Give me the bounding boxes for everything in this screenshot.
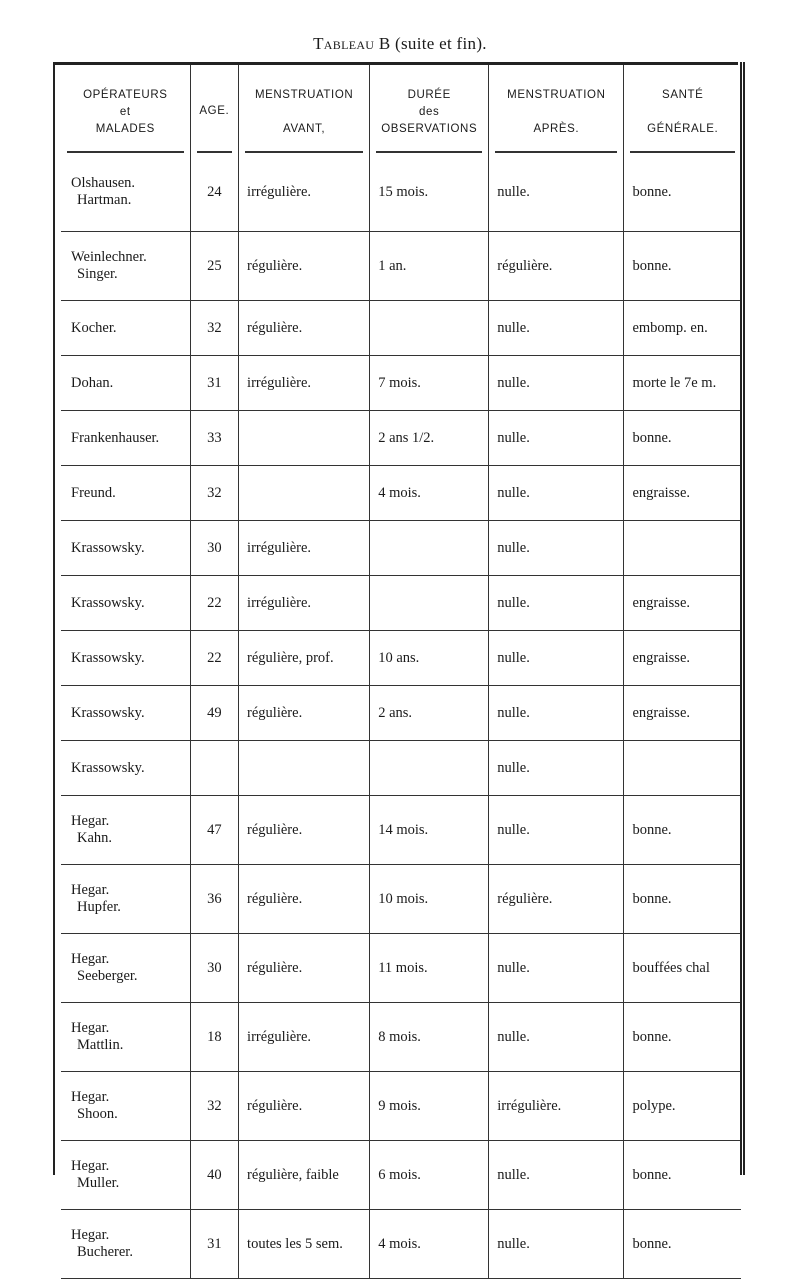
- cell-duree: [370, 521, 489, 576]
- table-row: [61, 741, 741, 796]
- table-row: [61, 576, 741, 631]
- operator-name: Hegar.: [71, 813, 110, 829]
- operator-name: Freund.: [71, 484, 116, 501]
- cell-duree: 2 ans.: [370, 686, 489, 741]
- table-row: [61, 1210, 741, 1279]
- patient-name: Shoon.: [77, 1106, 118, 1122]
- data-table: [61, 65, 741, 1279]
- operator-name: Hegar.: [71, 951, 110, 967]
- cell-age: 33: [190, 411, 238, 466]
- header-age: [190, 65, 238, 153]
- table-row: [61, 796, 741, 865]
- cell-operateur: [61, 934, 190, 1003]
- cell-menstruation-avant: [239, 466, 370, 521]
- cell-operateur: [61, 796, 190, 865]
- cell-menstruation-avant: régulière.: [239, 1072, 370, 1141]
- cell-sante: engraisse.: [624, 631, 741, 686]
- header-line: MALADES: [95, 123, 155, 135]
- cell-sante: bonne.: [624, 411, 741, 466]
- cell-sante: bonne.: [624, 232, 741, 301]
- patient-name: Seeberger.: [77, 968, 138, 984]
- cell-duree: 2 ans 1/2.: [370, 411, 489, 466]
- cell-menstruation-avant: régulière, prof.: [239, 631, 370, 686]
- header-line: AGE.: [199, 105, 230, 117]
- table-row: [61, 521, 741, 576]
- cell-sante: bonne.: [624, 796, 741, 865]
- cell-menstruation-avant: régulière.: [239, 865, 370, 934]
- header-line: DURÉE: [407, 89, 451, 101]
- header-line: SANTÉ: [662, 89, 704, 101]
- table-row: [61, 411, 741, 466]
- cell-duree: 9 mois.: [370, 1072, 489, 1141]
- header-sante: [624, 65, 741, 153]
- header-rule: [495, 151, 617, 153]
- cell-operateur: [61, 301, 190, 356]
- patient-name: Muller.: [77, 1175, 120, 1191]
- table-row: [61, 301, 741, 356]
- cell-operateur: [61, 232, 190, 301]
- cell-menstruation-avant: irrégulière.: [239, 521, 370, 576]
- cell-menstruation-avant: [239, 741, 370, 796]
- table-frame: [53, 62, 738, 1260]
- operator-name: Olshausen.: [71, 175, 136, 191]
- cell-operateur: [61, 1141, 190, 1210]
- cell-menstruation-avant: régulière.: [239, 686, 370, 741]
- header-menstruation-avant: [239, 65, 370, 153]
- operator-name: Hegar.: [71, 882, 110, 898]
- cell-menstruation-apres: nulle.: [489, 934, 624, 1003]
- table-row: [61, 1003, 741, 1072]
- header-rule: [197, 151, 232, 153]
- operator-name: Hegar.: [71, 1089, 110, 1105]
- cell-menstruation-apres: régulière.: [489, 232, 624, 301]
- cell-menstruation-apres: nulle.: [489, 1141, 624, 1210]
- cell-operateur: [61, 1072, 190, 1141]
- header-line: des: [419, 106, 440, 118]
- table-row: [61, 356, 741, 411]
- table-row: [61, 686, 741, 741]
- cell-menstruation-apres: nulle.: [489, 411, 624, 466]
- cell-sante: bonne.: [624, 1141, 741, 1210]
- table-row: [61, 934, 741, 1003]
- cell-menstruation-avant: irrégulière.: [239, 576, 370, 631]
- page-title: [0, 34, 800, 54]
- cell-duree: 10 ans.: [370, 631, 489, 686]
- cell-duree: 1 an.: [370, 232, 489, 301]
- cell-age: 18: [190, 1003, 238, 1072]
- cell-duree: 11 mois.: [370, 934, 489, 1003]
- cell-operateur: [61, 865, 190, 934]
- cell-sante: bonne.: [624, 153, 741, 232]
- operator-name: Frankenhauser.: [71, 429, 160, 446]
- cell-menstruation-apres: nulle.: [489, 796, 624, 865]
- patient-name: Singer.: [77, 266, 118, 282]
- cell-operateur: [61, 686, 190, 741]
- cell-age: 36: [190, 865, 238, 934]
- table-row: [61, 1141, 741, 1210]
- patient-name: Hupfer.: [77, 899, 121, 915]
- operator-name: Weinlechner.: [71, 249, 147, 265]
- cell-menstruation-avant: régulière.: [239, 301, 370, 356]
- header-operateurs: [61, 65, 190, 153]
- cell-duree: 15 mois.: [370, 153, 489, 232]
- cell-operateur: [61, 466, 190, 521]
- header-rule: [245, 151, 363, 153]
- table-row: [61, 153, 741, 232]
- cell-sante: embomp. en.: [624, 301, 741, 356]
- cell-sante: bonne.: [624, 865, 741, 934]
- cell-age: 31: [190, 356, 238, 411]
- header-row: [61, 65, 741, 153]
- header-line: et: [119, 106, 131, 118]
- cell-sante: morte le 7e m.: [624, 356, 741, 411]
- table-row: [61, 466, 741, 521]
- page-title-rest: B (suite et fin).: [374, 34, 487, 53]
- cell-sante: bonne.: [624, 1003, 741, 1072]
- header-line: MENSTRUATION: [254, 89, 354, 101]
- patient-name: Kahn.: [77, 830, 113, 846]
- cell-menstruation-apres: nulle.: [489, 576, 624, 631]
- table-row: [61, 1072, 741, 1141]
- cell-sante: engraisse.: [624, 466, 741, 521]
- cell-age: 22: [190, 631, 238, 686]
- cell-menstruation-avant: irrégulière.: [239, 356, 370, 411]
- cell-duree: [370, 576, 489, 631]
- cell-operateur: [61, 153, 190, 232]
- cell-menstruation-avant: régulière.: [239, 232, 370, 301]
- header-line: OBSERVATIONS: [381, 123, 478, 135]
- operator-name: Hegar.: [71, 1227, 110, 1243]
- header-rule: [376, 151, 482, 153]
- header-line: [239, 104, 369, 121]
- cell-age: 49: [190, 686, 238, 741]
- cell-menstruation-apres: nulle.: [489, 153, 624, 232]
- cell-menstruation-avant: irrégulière.: [239, 1003, 370, 1072]
- cell-menstruation-avant: régulière.: [239, 934, 370, 1003]
- cell-sante: [624, 741, 741, 796]
- cell-operateur: [61, 521, 190, 576]
- cell-age: [190, 741, 238, 796]
- operator-name: Krassowsky.: [71, 759, 145, 776]
- operator-name: Krassowsky.: [71, 704, 145, 721]
- cell-sante: bouffées chal: [624, 934, 741, 1003]
- cell-menstruation-apres: nulle.: [489, 521, 624, 576]
- cell-menstruation-avant: régulière, faible: [239, 1141, 370, 1210]
- cell-sante: [624, 521, 741, 576]
- patient-name: Bucherer.: [77, 1244, 133, 1260]
- header-line: MENSTRUATION: [507, 89, 606, 101]
- patient-name: Mattlin.: [77, 1037, 124, 1053]
- cell-age: 30: [190, 934, 238, 1003]
- operator-name: Krassowsky.: [71, 539, 145, 556]
- cell-operateur: [61, 741, 190, 796]
- cell-menstruation-apres: nulle.: [489, 356, 624, 411]
- cell-operateur: [61, 631, 190, 686]
- cell-age: 40: [190, 1141, 238, 1210]
- cell-operateur: [61, 1210, 190, 1279]
- page-title-smallcaps: Tableau: [313, 34, 375, 53]
- cell-age: 22: [190, 576, 238, 631]
- cell-menstruation-apres: nulle.: [489, 466, 624, 521]
- cell-sante: engraisse.: [624, 686, 741, 741]
- operator-name: Hegar.: [71, 1158, 110, 1174]
- cell-menstruation-apres: régulière.: [489, 865, 624, 934]
- cell-operateur: [61, 411, 190, 466]
- cell-age: 32: [190, 466, 238, 521]
- cell-operateur: [61, 576, 190, 631]
- header-line: APRÈS.: [533, 123, 580, 135]
- cell-age: 30: [190, 521, 238, 576]
- cell-menstruation-apres: nulle.: [489, 1210, 624, 1279]
- cell-duree: 14 mois.: [370, 796, 489, 865]
- cell-age: 31: [190, 1210, 238, 1279]
- operator-name: Hegar.: [71, 1020, 110, 1036]
- header-line: [489, 104, 623, 121]
- table-row: [61, 232, 741, 301]
- cell-sante: engraisse.: [624, 576, 741, 631]
- cell-operateur: [61, 356, 190, 411]
- cell-menstruation-apres: nulle.: [489, 686, 624, 741]
- header-line: [624, 104, 741, 121]
- cell-sante: bonne.: [624, 1210, 741, 1279]
- cell-duree: 7 mois.: [370, 356, 489, 411]
- cell-menstruation-apres: nulle.: [489, 631, 624, 686]
- cell-age: 32: [190, 1072, 238, 1141]
- header-duree: [370, 65, 489, 153]
- cell-duree: [370, 741, 489, 796]
- cell-menstruation-avant: irrégulière.: [239, 153, 370, 232]
- cell-menstruation-apres: irrégulière.: [489, 1072, 624, 1141]
- cell-menstruation-avant: régulière.: [239, 796, 370, 865]
- cell-duree: 6 mois.: [370, 1141, 489, 1210]
- cell-operateur: [61, 1003, 190, 1072]
- header-rule: [67, 151, 184, 153]
- cell-age: 24: [190, 153, 238, 232]
- cell-duree: 4 mois.: [370, 466, 489, 521]
- cell-sante: polype.: [624, 1072, 741, 1141]
- table-body: [61, 153, 741, 1279]
- cell-menstruation-avant: [239, 411, 370, 466]
- patient-name: Hartman.: [77, 192, 132, 208]
- cell-menstruation-apres: nulle.: [489, 301, 624, 356]
- cell-duree: 4 mois.: [370, 1210, 489, 1279]
- cell-age: 32: [190, 301, 238, 356]
- header-line: AVANT,: [283, 123, 326, 135]
- header-rule: [630, 151, 735, 153]
- cell-duree: 8 mois.: [370, 1003, 489, 1072]
- operator-name: Krassowsky.: [71, 649, 145, 666]
- cell-duree: [370, 301, 489, 356]
- operator-name: Krassowsky.: [71, 594, 145, 611]
- table-row: [61, 631, 741, 686]
- table-row: [61, 865, 741, 934]
- header-line: OPÉRATEURS: [83, 89, 168, 101]
- cell-menstruation-avant: toutes les 5 sem.: [239, 1210, 370, 1279]
- cell-duree: 10 mois.: [370, 865, 489, 934]
- operator-name: Dohan.: [71, 374, 114, 391]
- operator-name: Kocher.: [71, 319, 117, 336]
- cell-age: 47: [190, 796, 238, 865]
- cell-menstruation-apres: nulle.: [489, 1003, 624, 1072]
- cell-menstruation-apres: nulle.: [489, 741, 624, 796]
- header-line: GÉNÉRALE.: [647, 123, 719, 135]
- header-menstruation-apres: [489, 65, 624, 153]
- cell-age: 25: [190, 232, 238, 301]
